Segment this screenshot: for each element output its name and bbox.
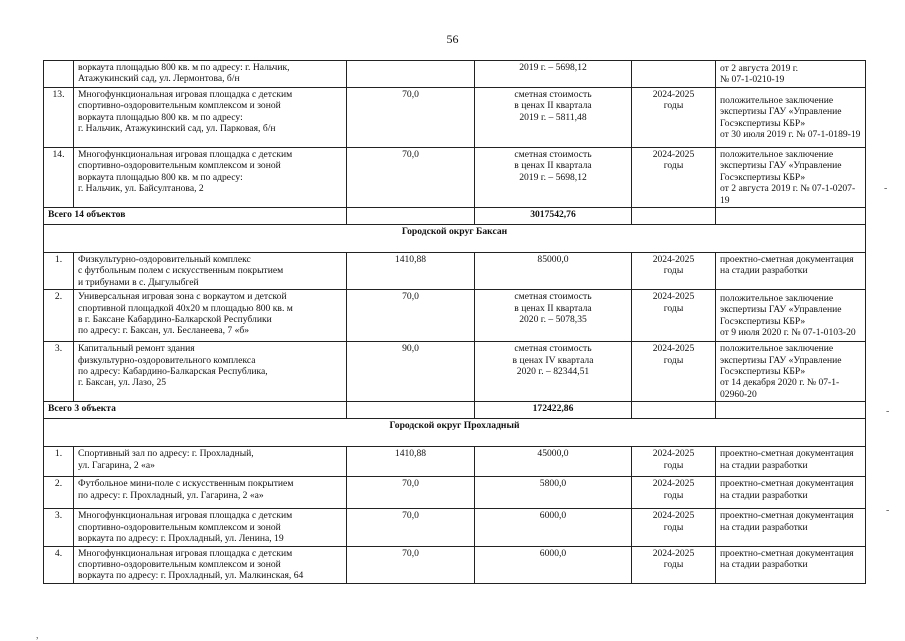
object-documentation-line: от 14 декабря 2020 г. № 07-1-02960-20 [720,377,840,400]
object-name [74,477,347,509]
object-name-line: воркаута по адресу: г. Прохладный, ул. Ленина, 19 [78,533,284,545]
object-documentation [716,546,866,583]
table-row [44,88,866,148]
object-documentation-line: от 30 июля 2019 г. № 07-1-0189-19 [720,128,861,140]
object-years [632,148,716,208]
object-name-line: воркаута по адресу: г. Прохладный, ул. Малкинская, 64 [78,570,304,582]
object-cost-line: 2019 г. – 5698,12 [519,171,587,183]
object-years-line: годы [663,558,684,570]
object-documentation-line: № 07-1-0210-19 [720,74,785,85]
object-cost [475,88,632,148]
object-name-line: воркаута площадью 800 кв. м по адресу: [78,111,243,123]
object-cost-line: 2020 г. – 82344,51 [516,366,590,378]
object-name-line: по адресу: Кабардино-Балкарская Республика, [78,366,268,378]
section-title: Городской округ Баксан [44,225,866,253]
object-name [74,148,347,208]
object-cost-line: сметная стоимость [514,89,592,100]
object-documentation-line: Госэкспертизы КБР» [720,315,806,327]
object-name-line: ул. Гагарина, 2 «а» [78,459,155,471]
row-number: 1. [44,447,74,477]
object-cost [475,61,632,88]
object-cost-line: сметная стоимость [514,343,592,355]
object-cost-line: 45000,0 [537,448,569,460]
row-number [44,61,74,88]
object-name-line: Многофункциональная игровая площадка с детским [78,149,293,160]
object-documentation-line: проектно-сметная документация [720,547,854,559]
table-row [44,477,866,509]
object-documentation [716,148,866,208]
object-cost-line: 5800,0 [539,478,567,490]
object-name-line: воркаута площадью 800 кв. м по адресу: [78,171,243,183]
table-row [44,509,866,546]
object-documentation-line: от 2 августа 2019 г. № 07-1-0207-19 [720,183,856,206]
total-empty [716,402,866,419]
object-documentation [716,447,866,477]
total-row [44,402,866,419]
object-name-line: Многофункциональная игровая площадка с детским [78,510,293,522]
object-documentation [716,290,866,342]
section-header-row [44,225,866,253]
object-years [632,61,716,88]
total-empty [632,208,716,225]
object-name-line: и трибунами в с. Дыгулыбгей [78,276,199,288]
object-cost-line: 6000,0 [539,510,567,522]
row-number: 2. [44,477,74,509]
object-documentation-line: экспертизы ГАУ «Управление [720,354,842,366]
object-area: 70,0 [347,290,475,342]
row-number: 3. [44,509,74,546]
object-documentation-line: Госэкспертизы КБР» [720,117,806,129]
object-documentation-line: проектно-сметная документация [720,254,854,266]
object-name [74,290,347,342]
object-name-line: спортивной площадкой 40x20 м площадью 800 кв. м [78,302,293,314]
object-years-line: 2024-2025 [652,510,695,522]
object-cost-line: в ценах II квартала [514,100,592,112]
object-documentation-line: положительное заключение [720,292,834,304]
object-documentation-line: на стадии разработки [720,558,808,570]
object-cost-line: в ценах II квартала [514,160,592,172]
table-row [44,253,866,290]
object-cost-line: в ценах II квартала [514,302,592,314]
row-number: 14. [44,148,74,208]
object-years [632,290,716,342]
object-name-line: физкультурно-оздоровительного комплекса [78,354,256,366]
object-years-line: годы [663,302,684,314]
object-years-line: годы [663,265,684,277]
object-documentation-line: на стадии разработки [720,489,808,501]
object-years-line: годы [663,100,684,112]
object-cost-line: сметная стоимость [514,149,592,160]
object-cost [475,477,632,509]
object-area: 70,0 [347,477,475,509]
object-years [632,447,716,477]
object-cost-line: 85000,0 [537,254,569,266]
object-name-line: Капитальный ремонт здания [78,343,195,355]
total-row [44,208,866,225]
object-area: 70,0 [347,148,475,208]
object-years [632,509,716,546]
table-row [44,290,866,342]
object-documentation-line: на стадии разработки [720,459,808,471]
object-name-line: Многофункциональная игровая площадка с детским [78,89,293,100]
object-years [632,342,716,402]
object-documentation [716,509,866,546]
object-name [74,447,347,477]
object-name [74,509,347,546]
object-documentation-line: проектно-сметная документация [720,510,854,522]
total-cost: 172422,86 [475,402,632,419]
object-documentation-line: экспертизы ГАУ «Управление [720,106,842,118]
objects-table [43,60,866,584]
object-years-line: годы [663,489,684,501]
object-cost [475,253,632,290]
row-number: 13. [44,88,74,148]
object-cost-line: 6000,0 [539,547,567,559]
object-name-line: по адресу: г. Прохладный, ул. Гагарина, 2 «а» [78,489,264,501]
object-name-line: спортивно-оздоровительным комплексом и зоной [78,521,281,533]
object-name [74,342,347,402]
object-documentation-line: от 9 июля 2020 г. № 07-1-0103-20 [720,327,856,339]
object-documentation-line: Госэкспертизы КБР» [720,171,806,183]
object-name [74,61,347,88]
total-empty [632,402,716,419]
row-number: 4. [44,546,74,583]
section-header-row [44,419,866,447]
object-area [347,61,475,88]
object-documentation-line: на стадии разработки [720,521,808,533]
total-empty [347,402,475,419]
object-years-line: 2024-2025 [652,89,695,100]
object-documentation [716,61,866,88]
object-years-line: 2024-2025 [652,291,695,303]
object-cost-line: 2019 г. – 5698,12 [519,62,587,73]
table-row [44,342,866,402]
object-name-line: Многофункциональная игровая площадка с детским [78,547,293,559]
object-documentation-line: положительное заключение [720,94,834,106]
row-number: 3. [44,342,74,402]
section-title: Городской округ Прохладный [44,419,866,447]
row-number: 2. [44,290,74,342]
object-name-line: г. Нальчик, Атажукинский сад, ул. Парковая, б/н [78,123,276,135]
object-cost-line: в ценах IV квартала [512,354,594,366]
object-area: 70,0 [347,88,475,148]
object-cost [475,342,632,402]
object-documentation-line: на стадии разработки [720,265,808,277]
object-years [632,253,716,290]
object-cost [475,290,632,342]
object-documentation-line: проектно-сметная документация [720,448,854,460]
object-name-line: по адресу: г. Баксан, ул. Бесланеева, 7 «б» [78,325,250,337]
objects-table-body [44,61,866,584]
object-cost [475,546,632,583]
object-name-line: воркаута площадью 800 кв. м по адресу: г. Нальчик, [78,62,290,73]
object-years-line: 2024-2025 [652,149,695,160]
object-name-line: Футбольное мини-поле с искусственным покрытием [78,478,294,490]
object-cost [475,447,632,477]
object-years-line: годы [663,459,684,471]
object-years-line: годы [663,354,684,366]
object-name-line: г. Нальчик, ул. Байсултанова, 2 [78,183,204,195]
table-row [44,148,866,208]
object-documentation-line: положительное заключение [720,149,834,160]
object-name-line: спортивно-оздоровительным комплексом и зоной [78,160,281,172]
object-name [74,546,347,583]
total-cost: 3017542,76 [475,208,632,225]
object-name-line: с футбольным полем с искусственным покрытием [78,265,284,277]
table-row [44,61,866,88]
object-name [74,253,347,290]
object-documentation [716,253,866,290]
object-documentation-line: экспертизы ГАУ «Управление [720,304,842,316]
object-documentation-line: положительное заключение [720,343,834,355]
object-area: 1410,88 [347,253,475,290]
object-years-line: 2024-2025 [652,478,695,490]
object-name-line: Спортивный зал по адресу: г. Прохладный, [78,448,254,460]
object-years-line: 2024-2025 [652,343,695,355]
object-documentation-line: Госэкспертизы КБР» [720,366,806,378]
object-name [74,88,347,148]
total-label: Всего 3 объекта [44,402,347,419]
row-number: 1. [44,253,74,290]
object-cost [475,148,632,208]
object-area: 90,0 [347,342,475,402]
object-years [632,88,716,148]
object-name-line: в г. Баксане Кабардино-Балкарской Республики [78,314,272,326]
object-years [632,477,716,509]
object-documentation-line: от 2 августа 2019 г. [720,62,799,74]
object-documentation-line: проектно-сметная документация [720,478,854,490]
object-cost-line: сметная стоимость [514,291,592,303]
table-row [44,546,866,583]
object-documentation [716,477,866,509]
object-years-line: годы [663,521,684,533]
object-name-line: спортивно-оздоровительным комплексом и зоной [78,558,281,570]
total-empty [716,208,866,225]
table-row [44,447,866,477]
object-area: 70,0 [347,546,475,583]
object-cost [475,509,632,546]
object-name-line: Физкультурно-оздоровительный комплекс [78,254,251,266]
object-documentation [716,342,866,402]
object-name-line: спортивно-оздоровительным комплексом и зоной [78,100,281,112]
object-name-line: г. Баксан, ул. Лазо, 25 [78,377,167,389]
object-cost-line: 2020 г. – 5078,35 [519,314,587,326]
object-name-line: Универсальная игровая зона с воркаутом и детской [78,291,287,303]
total-label: Всего 14 объектов [44,208,347,225]
object-years-line: 2024-2025 [652,547,695,559]
object-years-line: 2024-2025 [652,254,695,266]
object-area: 1410,88 [347,447,475,477]
object-years-line: 2024-2025 [652,448,695,460]
total-empty [347,208,475,225]
object-area: 70,0 [347,509,475,546]
object-years [632,546,716,583]
object-documentation-line: экспертизы ГАУ «Управление [720,160,842,172]
object-documentation [716,88,866,148]
object-name-line: Атажукинский сад, ул. Лермонтова, б/н [78,73,240,85]
object-cost-line: 2019 г. – 5811,48 [519,111,587,123]
object-years-line: годы [663,160,684,172]
page-number: 56 [446,32,459,46]
